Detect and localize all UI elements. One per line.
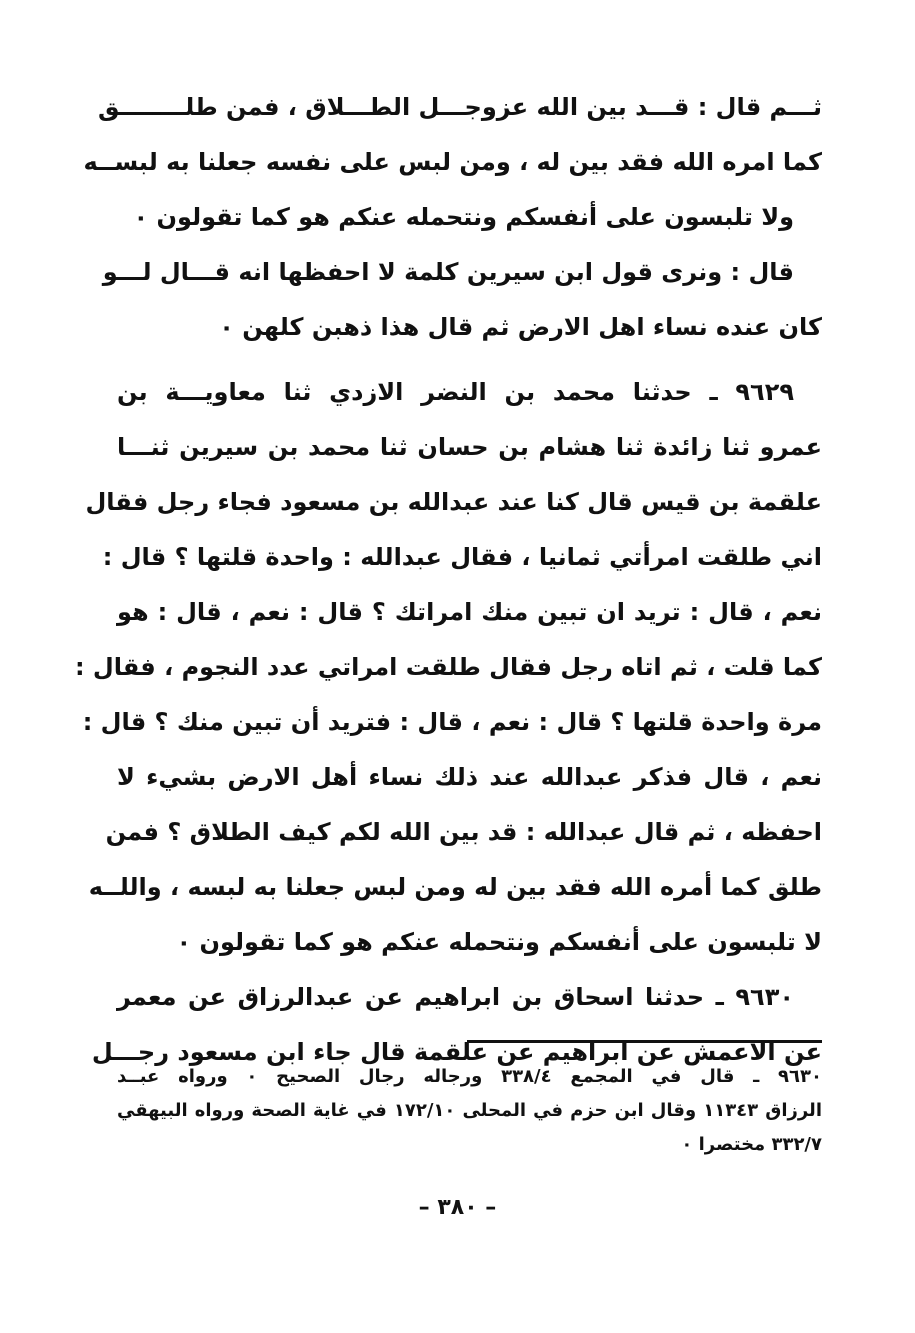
footnote-line: الرزاق ١١٣٤٣ وقال ابن حزم في المحلى ١٧٢/١٠ في غاية الصحة ورواه البيهقي xyxy=(117,1100,822,1121)
text-line: طلق كما أمره الله فقد بين له ومن لبس جعلنا به لبسه ، واللــه xyxy=(88,873,822,901)
paragraph-gap xyxy=(117,355,822,365)
footnote-block xyxy=(117,1060,822,1162)
text-line: مرة واحدة قلتها ؟ قال : نعم ، قال : فتريد أن تبين منك ؟ قال : xyxy=(82,708,822,736)
text-line: لا تلبسون على أنفسكم ونتحمله عنكم هو كما تقولون ٠ xyxy=(176,928,822,956)
text-line: كما قلت ، ثم اتاه رجل فقال طلقت امراتي عدد النجوم ، فقال : xyxy=(74,653,822,681)
hadith-number-line: ٩٦٢٩ ـ حدثنا محمد بن النضر الازدي ثنا معاويـــة بن xyxy=(117,378,794,406)
text-line: عن الاعمش عن ابراهيم عن علقمة قال جاء ابن مسعود رجـــل xyxy=(91,1038,822,1066)
text-line: علقمة بن قيس قال كنا عند عبدالله بن مسعود فجاء رجل فقال xyxy=(85,488,822,516)
main-text-block xyxy=(74,80,822,1080)
text-line: نعم ، قال : تريد ان تبين منك امراتك ؟ قال : نعم ، قال : هو xyxy=(117,598,822,626)
footnote-line: ٣٣٢/٧ مختصرا ٠ xyxy=(681,1134,822,1155)
text-line: ثـــم قال : قـــد بين الله عزوجـــل الطـــلاق ، فمن طلــــــــق xyxy=(98,93,822,121)
text-line: ولا تلبسون على أنفسكم ونتحمله عنكم هو كما تقولون ٠ xyxy=(133,203,794,231)
footnote-line: ٩٦٣٠ ـ قال في المجمع ٣٣٨/٤ ورجاله رجال الصحيح ٠ ورواه عبــد xyxy=(117,1066,822,1087)
page-number: – ٣٨٠ – xyxy=(418,1195,497,1220)
text-line: عمرو ثنا زائدة ثنا هشام بن حسان ثنا محمد بن سيرين ثنـــا xyxy=(117,433,822,461)
text-line: كما امره الله فقد بين له ، ومن لبس على نفسه جعلنا به لبســه xyxy=(83,148,822,176)
text-line: قال : ونرى قول ابن سيرين كلمة لا احفظها انه قـــال لـــو xyxy=(102,258,794,286)
footnote-separator xyxy=(467,1040,822,1043)
text-line: كان عنده نساء اهل الارض ثم قال هذا ذهبن كلهن ٠ xyxy=(219,313,822,341)
text-line: اني طلقت امرأتي ثمانيا ، فقال عبدالله : واحدة قلتها ؟ قال : xyxy=(102,543,822,571)
text-line: احفظه ، ثم قال عبدالله : قد بين الله لكم كيف الطلاق ؟ فمن xyxy=(105,818,822,846)
text-line: نعم ، قال فذكر عبدالله عند ذلك نساء أهل الارض بشيء لا xyxy=(117,763,822,791)
hadith-number-line: ٩٦٣٠ ـ حدثنا اسحاق بن ابراهيم عن عبدالرزاق عن معمر xyxy=(117,983,794,1011)
